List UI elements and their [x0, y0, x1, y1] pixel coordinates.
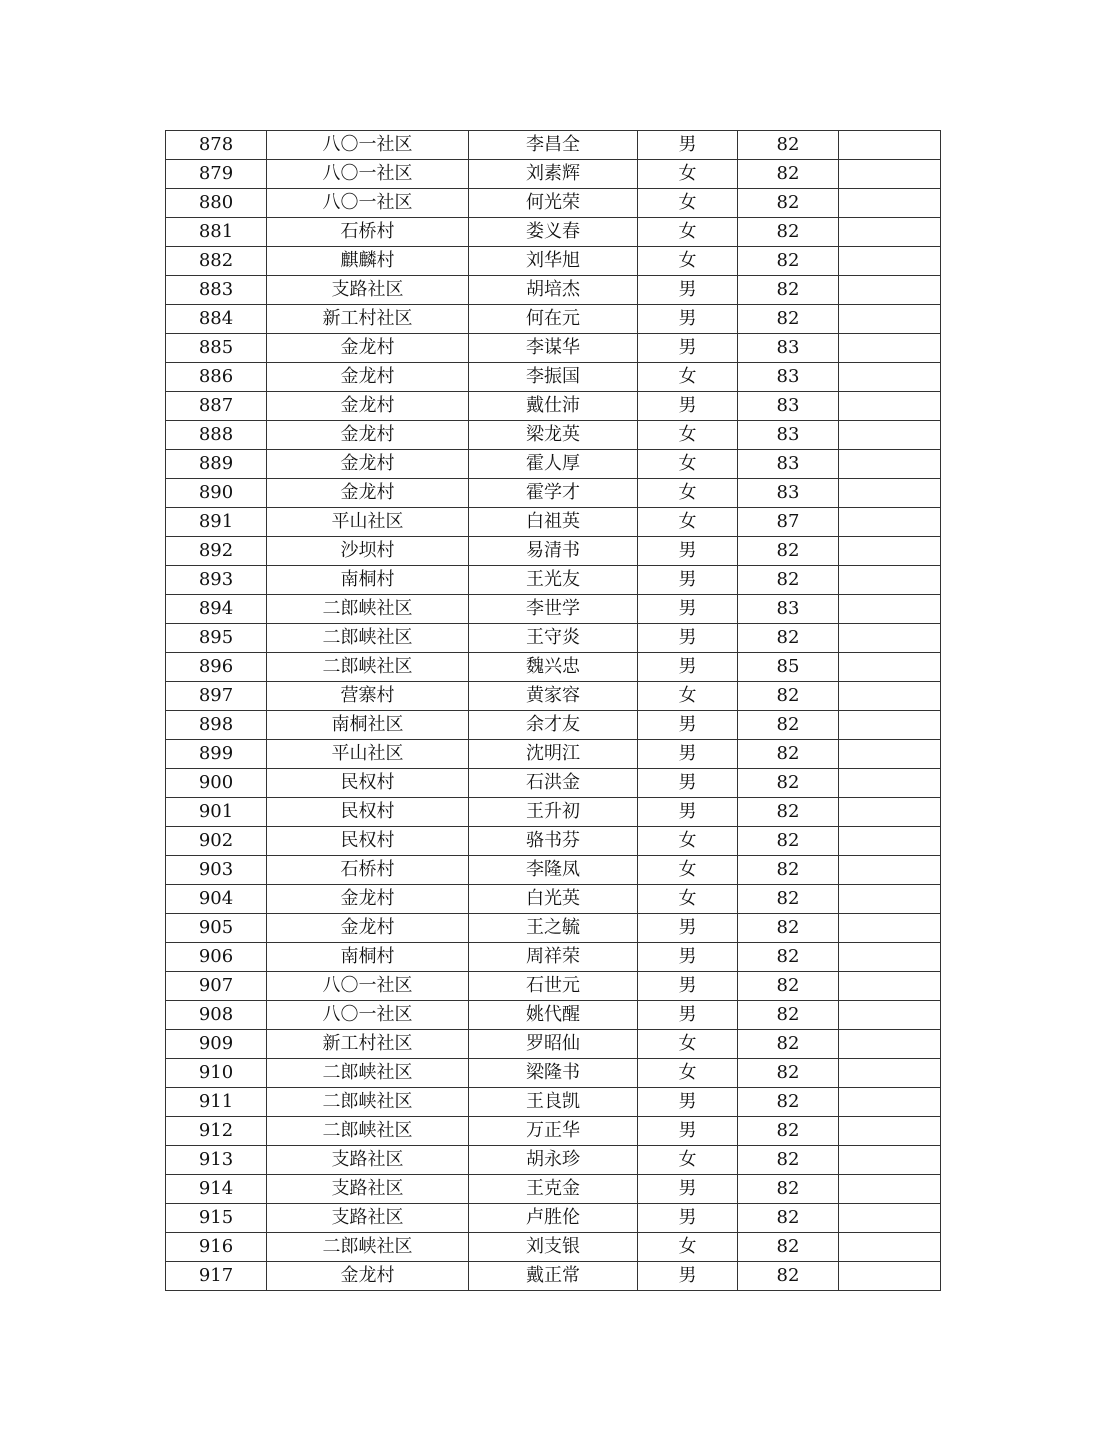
age-cell: 82: [738, 276, 839, 305]
community-cell: 二郎峡社区: [267, 653, 469, 682]
gender-cell: 女: [638, 363, 738, 392]
table-row: [166, 566, 941, 595]
remark-cell: [839, 914, 941, 943]
table-row: [166, 363, 941, 392]
community-cell: 八〇一社区: [267, 972, 469, 1001]
remark-cell: [839, 943, 941, 972]
gender-cell: 女: [638, 508, 738, 537]
community-cell: 二郎峡社区: [267, 1059, 469, 1088]
name-cell: 胡永珍: [469, 1146, 638, 1175]
serial-number-cell: 891: [166, 508, 267, 537]
table-row: [166, 624, 941, 653]
serial-number-cell: 883: [166, 276, 267, 305]
table-row: [166, 189, 941, 218]
table-row: [166, 276, 941, 305]
community-cell: 平山社区: [267, 740, 469, 769]
serial-number-cell: 904: [166, 885, 267, 914]
remark-cell: [839, 392, 941, 421]
name-cell: 余才友: [469, 711, 638, 740]
name-cell: 魏兴忠: [469, 653, 638, 682]
name-cell: 石世元: [469, 972, 638, 1001]
serial-number-cell: 894: [166, 595, 267, 624]
remark-cell: [839, 740, 941, 769]
community-cell: 麒麟村: [267, 247, 469, 276]
name-cell: 白祖英: [469, 508, 638, 537]
serial-number-cell: 913: [166, 1146, 267, 1175]
gender-cell: 男: [638, 276, 738, 305]
age-cell: 82: [738, 1146, 839, 1175]
serial-number-cell: 880: [166, 189, 267, 218]
age-cell: 82: [738, 798, 839, 827]
community-cell: 支路社区: [267, 1175, 469, 1204]
name-cell: 王良凯: [469, 1088, 638, 1117]
community-cell: 二郎峡社区: [267, 1117, 469, 1146]
gender-cell: 男: [638, 914, 738, 943]
table-row: [166, 1262, 941, 1291]
name-cell: 石洪金: [469, 769, 638, 798]
name-cell: 黄家容: [469, 682, 638, 711]
gender-cell: 男: [638, 1117, 738, 1146]
age-cell: 83: [738, 421, 839, 450]
remark-cell: [839, 769, 941, 798]
remark-cell: [839, 160, 941, 189]
age-cell: 83: [738, 595, 839, 624]
gender-cell: 女: [638, 479, 738, 508]
age-cell: 82: [738, 1059, 839, 1088]
community-cell: 平山社区: [267, 508, 469, 537]
name-cell: 霍人厚: [469, 450, 638, 479]
community-cell: 金龙村: [267, 363, 469, 392]
remark-cell: [839, 334, 941, 363]
age-cell: 82: [738, 189, 839, 218]
age-cell: 82: [738, 1001, 839, 1030]
remark-cell: [839, 363, 941, 392]
community-cell: 八〇一社区: [267, 160, 469, 189]
gender-cell: 女: [638, 827, 738, 856]
serial-number-cell: 916: [166, 1233, 267, 1262]
age-cell: 87: [738, 508, 839, 537]
name-cell: 胡培杰: [469, 276, 638, 305]
table-row: [166, 1059, 941, 1088]
serial-number-cell: 884: [166, 305, 267, 334]
age-cell: 82: [738, 160, 839, 189]
name-cell: 李振国: [469, 363, 638, 392]
name-cell: 沈明江: [469, 740, 638, 769]
community-cell: 二郎峡社区: [267, 595, 469, 624]
age-cell: 82: [738, 1262, 839, 1291]
gender-cell: 女: [638, 247, 738, 276]
serial-number-cell: 909: [166, 1030, 267, 1059]
age-cell: 82: [738, 1175, 839, 1204]
serial-number-cell: 878: [166, 131, 267, 160]
community-cell: 金龙村: [267, 334, 469, 363]
age-cell: 82: [738, 218, 839, 247]
gender-cell: 男: [638, 740, 738, 769]
community-cell: 沙坝村: [267, 537, 469, 566]
community-cell: 民权村: [267, 769, 469, 798]
age-cell: 82: [738, 1233, 839, 1262]
serial-number-cell: 917: [166, 1262, 267, 1291]
age-cell: 82: [738, 624, 839, 653]
remark-cell: [839, 479, 941, 508]
remark-cell: [839, 305, 941, 334]
gender-cell: 女: [638, 218, 738, 247]
name-cell: 王升初: [469, 798, 638, 827]
table-row: [166, 711, 941, 740]
name-cell: 梁龙英: [469, 421, 638, 450]
gender-cell: 男: [638, 1262, 738, 1291]
serial-number-cell: 888: [166, 421, 267, 450]
roster-table: [165, 130, 941, 1291]
gender-cell: 男: [638, 653, 738, 682]
remark-cell: [839, 218, 941, 247]
name-cell: 万正华: [469, 1117, 638, 1146]
table-row: [166, 1001, 941, 1030]
serial-number-cell: 879: [166, 160, 267, 189]
serial-number-cell: 902: [166, 827, 267, 856]
gender-cell: 男: [638, 1088, 738, 1117]
gender-cell: 男: [638, 595, 738, 624]
remark-cell: [839, 1175, 941, 1204]
community-cell: 二郎峡社区: [267, 1233, 469, 1262]
remark-cell: [839, 1233, 941, 1262]
table-row: [166, 885, 941, 914]
age-cell: 82: [738, 305, 839, 334]
community-cell: 南桐村: [267, 943, 469, 972]
name-cell: 何光荣: [469, 189, 638, 218]
name-cell: 白光英: [469, 885, 638, 914]
name-cell: 刘华旭: [469, 247, 638, 276]
community-cell: 金龙村: [267, 450, 469, 479]
name-cell: 何在元: [469, 305, 638, 334]
name-cell: 戴仕沛: [469, 392, 638, 421]
gender-cell: 女: [638, 1146, 738, 1175]
community-cell: 八〇一社区: [267, 189, 469, 218]
gender-cell: 男: [638, 624, 738, 653]
name-cell: 卢胜伦: [469, 1204, 638, 1233]
table-row: [166, 595, 941, 624]
community-cell: 南桐村: [267, 566, 469, 595]
gender-cell: 女: [638, 1030, 738, 1059]
serial-number-cell: 901: [166, 798, 267, 827]
gender-cell: 男: [638, 305, 738, 334]
name-cell: 李隆凤: [469, 856, 638, 885]
community-cell: 新工村社区: [267, 1030, 469, 1059]
age-cell: 82: [738, 856, 839, 885]
community-cell: 金龙村: [267, 479, 469, 508]
gender-cell: 女: [638, 682, 738, 711]
name-cell: 戴正常: [469, 1262, 638, 1291]
table-row: [166, 798, 941, 827]
serial-number-cell: 911: [166, 1088, 267, 1117]
remark-cell: [839, 595, 941, 624]
serial-number-cell: 892: [166, 537, 267, 566]
gender-cell: 女: [638, 450, 738, 479]
gender-cell: 男: [638, 1001, 738, 1030]
serial-number-cell: 886: [166, 363, 267, 392]
age-cell: 82: [738, 943, 839, 972]
table-row: [166, 218, 941, 247]
remark-cell: [839, 537, 941, 566]
gender-cell: 男: [638, 334, 738, 363]
serial-number-cell: 905: [166, 914, 267, 943]
roster-table-body: [166, 131, 941, 1291]
table-row: [166, 653, 941, 682]
remark-cell: [839, 1117, 941, 1146]
table-row: [166, 740, 941, 769]
gender-cell: 男: [638, 769, 738, 798]
serial-number-cell: 889: [166, 450, 267, 479]
serial-number-cell: 906: [166, 943, 267, 972]
age-cell: 85: [738, 653, 839, 682]
remark-cell: [839, 566, 941, 595]
age-cell: 83: [738, 479, 839, 508]
remark-cell: [839, 885, 941, 914]
gender-cell: 男: [638, 537, 738, 566]
table-row: [166, 856, 941, 885]
gender-cell: 男: [638, 972, 738, 1001]
gender-cell: 女: [638, 421, 738, 450]
remark-cell: [839, 1088, 941, 1117]
age-cell: 83: [738, 334, 839, 363]
remark-cell: [839, 711, 941, 740]
name-cell: 王光友: [469, 566, 638, 595]
serial-number-cell: 893: [166, 566, 267, 595]
age-cell: 82: [738, 1088, 839, 1117]
remark-cell: [839, 189, 941, 218]
gender-cell: 男: [638, 566, 738, 595]
name-cell: 王克金: [469, 1175, 638, 1204]
table-row: [166, 1117, 941, 1146]
remark-cell: [839, 1204, 941, 1233]
serial-number-cell: 887: [166, 392, 267, 421]
serial-number-cell: 910: [166, 1059, 267, 1088]
remark-cell: [839, 682, 941, 711]
community-cell: 石桥村: [267, 218, 469, 247]
gender-cell: 女: [638, 189, 738, 218]
community-cell: 民权村: [267, 827, 469, 856]
table-row: [166, 1204, 941, 1233]
name-cell: 李昌全: [469, 131, 638, 160]
name-cell: 娄义春: [469, 218, 638, 247]
age-cell: 82: [738, 682, 839, 711]
age-cell: 83: [738, 363, 839, 392]
name-cell: 霍学才: [469, 479, 638, 508]
age-cell: 82: [738, 914, 839, 943]
table-row: [166, 537, 941, 566]
community-cell: 金龙村: [267, 421, 469, 450]
remark-cell: [839, 827, 941, 856]
table-row: [166, 1146, 941, 1175]
table-row: [166, 160, 941, 189]
table-row: [166, 1088, 941, 1117]
remark-cell: [839, 247, 941, 276]
name-cell: 李世学: [469, 595, 638, 624]
gender-cell: 男: [638, 798, 738, 827]
age-cell: 82: [738, 566, 839, 595]
community-cell: 支路社区: [267, 276, 469, 305]
name-cell: 刘素辉: [469, 160, 638, 189]
community-cell: 支路社区: [267, 1204, 469, 1233]
community-cell: 八〇一社区: [267, 131, 469, 160]
gender-cell: 男: [638, 1175, 738, 1204]
community-cell: 金龙村: [267, 914, 469, 943]
table-row: [166, 421, 941, 450]
table-row: [166, 479, 941, 508]
community-cell: 二郎峡社区: [267, 624, 469, 653]
community-cell: 金龙村: [267, 885, 469, 914]
serial-number-cell: 914: [166, 1175, 267, 1204]
remark-cell: [839, 421, 941, 450]
table-row: [166, 972, 941, 1001]
community-cell: 金龙村: [267, 1262, 469, 1291]
remark-cell: [839, 856, 941, 885]
remark-cell: [839, 972, 941, 1001]
name-cell: 刘支银: [469, 1233, 638, 1262]
age-cell: 82: [738, 740, 839, 769]
serial-number-cell: 903: [166, 856, 267, 885]
table-row: [166, 682, 941, 711]
age-cell: 82: [738, 885, 839, 914]
gender-cell: 男: [638, 943, 738, 972]
remark-cell: [839, 276, 941, 305]
table-row: [166, 508, 941, 537]
serial-number-cell: 885: [166, 334, 267, 363]
name-cell: 梁隆书: [469, 1059, 638, 1088]
gender-cell: 男: [638, 131, 738, 160]
table-row: [166, 131, 941, 160]
serial-number-cell: 908: [166, 1001, 267, 1030]
remark-cell: [839, 1001, 941, 1030]
age-cell: 83: [738, 450, 839, 479]
community-cell: 新工村社区: [267, 305, 469, 334]
remark-cell: [839, 653, 941, 682]
gender-cell: 女: [638, 1233, 738, 1262]
community-cell: 南桐社区: [267, 711, 469, 740]
age-cell: 82: [738, 1204, 839, 1233]
table-row: [166, 943, 941, 972]
remark-cell: [839, 1059, 941, 1088]
community-cell: 二郎峡社区: [267, 1088, 469, 1117]
name-cell: 王之毓: [469, 914, 638, 943]
table-row: [166, 392, 941, 421]
age-cell: 83: [738, 392, 839, 421]
name-cell: 姚代醒: [469, 1001, 638, 1030]
gender-cell: 男: [638, 711, 738, 740]
age-cell: 82: [738, 827, 839, 856]
table-row: [166, 1030, 941, 1059]
table-row: [166, 914, 941, 943]
table-row: [166, 305, 941, 334]
serial-number-cell: 890: [166, 479, 267, 508]
remark-cell: [839, 1146, 941, 1175]
community-cell: 营寨村: [267, 682, 469, 711]
gender-cell: 女: [638, 1059, 738, 1088]
age-cell: 82: [738, 1030, 839, 1059]
remark-cell: [839, 624, 941, 653]
age-cell: 82: [738, 711, 839, 740]
serial-number-cell: 897: [166, 682, 267, 711]
gender-cell: 女: [638, 160, 738, 189]
remark-cell: [839, 450, 941, 479]
name-cell: 罗昭仙: [469, 1030, 638, 1059]
age-cell: 82: [738, 537, 839, 566]
community-cell: 石桥村: [267, 856, 469, 885]
gender-cell: 男: [638, 1204, 738, 1233]
name-cell: 骆书芬: [469, 827, 638, 856]
age-cell: 82: [738, 769, 839, 798]
serial-number-cell: 900: [166, 769, 267, 798]
remark-cell: [839, 798, 941, 827]
age-cell: 82: [738, 247, 839, 276]
serial-number-cell: 895: [166, 624, 267, 653]
remark-cell: [839, 508, 941, 537]
serial-number-cell: 882: [166, 247, 267, 276]
serial-number-cell: 898: [166, 711, 267, 740]
remark-cell: [839, 1262, 941, 1291]
age-cell: 82: [738, 1117, 839, 1146]
table-row: [166, 1233, 941, 1262]
serial-number-cell: 915: [166, 1204, 267, 1233]
table-row: [166, 769, 941, 798]
serial-number-cell: 881: [166, 218, 267, 247]
gender-cell: 女: [638, 856, 738, 885]
serial-number-cell: 899: [166, 740, 267, 769]
community-cell: 金龙村: [267, 392, 469, 421]
community-cell: 八〇一社区: [267, 1001, 469, 1030]
table-row: [166, 334, 941, 363]
name-cell: 李谋华: [469, 334, 638, 363]
table-row: [166, 1175, 941, 1204]
table-row: [166, 247, 941, 276]
age-cell: 82: [738, 131, 839, 160]
name-cell: 易清书: [469, 537, 638, 566]
age-cell: 82: [738, 972, 839, 1001]
serial-number-cell: 896: [166, 653, 267, 682]
remark-cell: [839, 1030, 941, 1059]
community-cell: 支路社区: [267, 1146, 469, 1175]
community-cell: 民权村: [267, 798, 469, 827]
table-row: [166, 450, 941, 479]
table-row: [166, 827, 941, 856]
gender-cell: 女: [638, 885, 738, 914]
gender-cell: 男: [638, 392, 738, 421]
remark-cell: [839, 131, 941, 160]
serial-number-cell: 907: [166, 972, 267, 1001]
name-cell: 王守炎: [469, 624, 638, 653]
name-cell: 周祥荣: [469, 943, 638, 972]
serial-number-cell: 912: [166, 1117, 267, 1146]
